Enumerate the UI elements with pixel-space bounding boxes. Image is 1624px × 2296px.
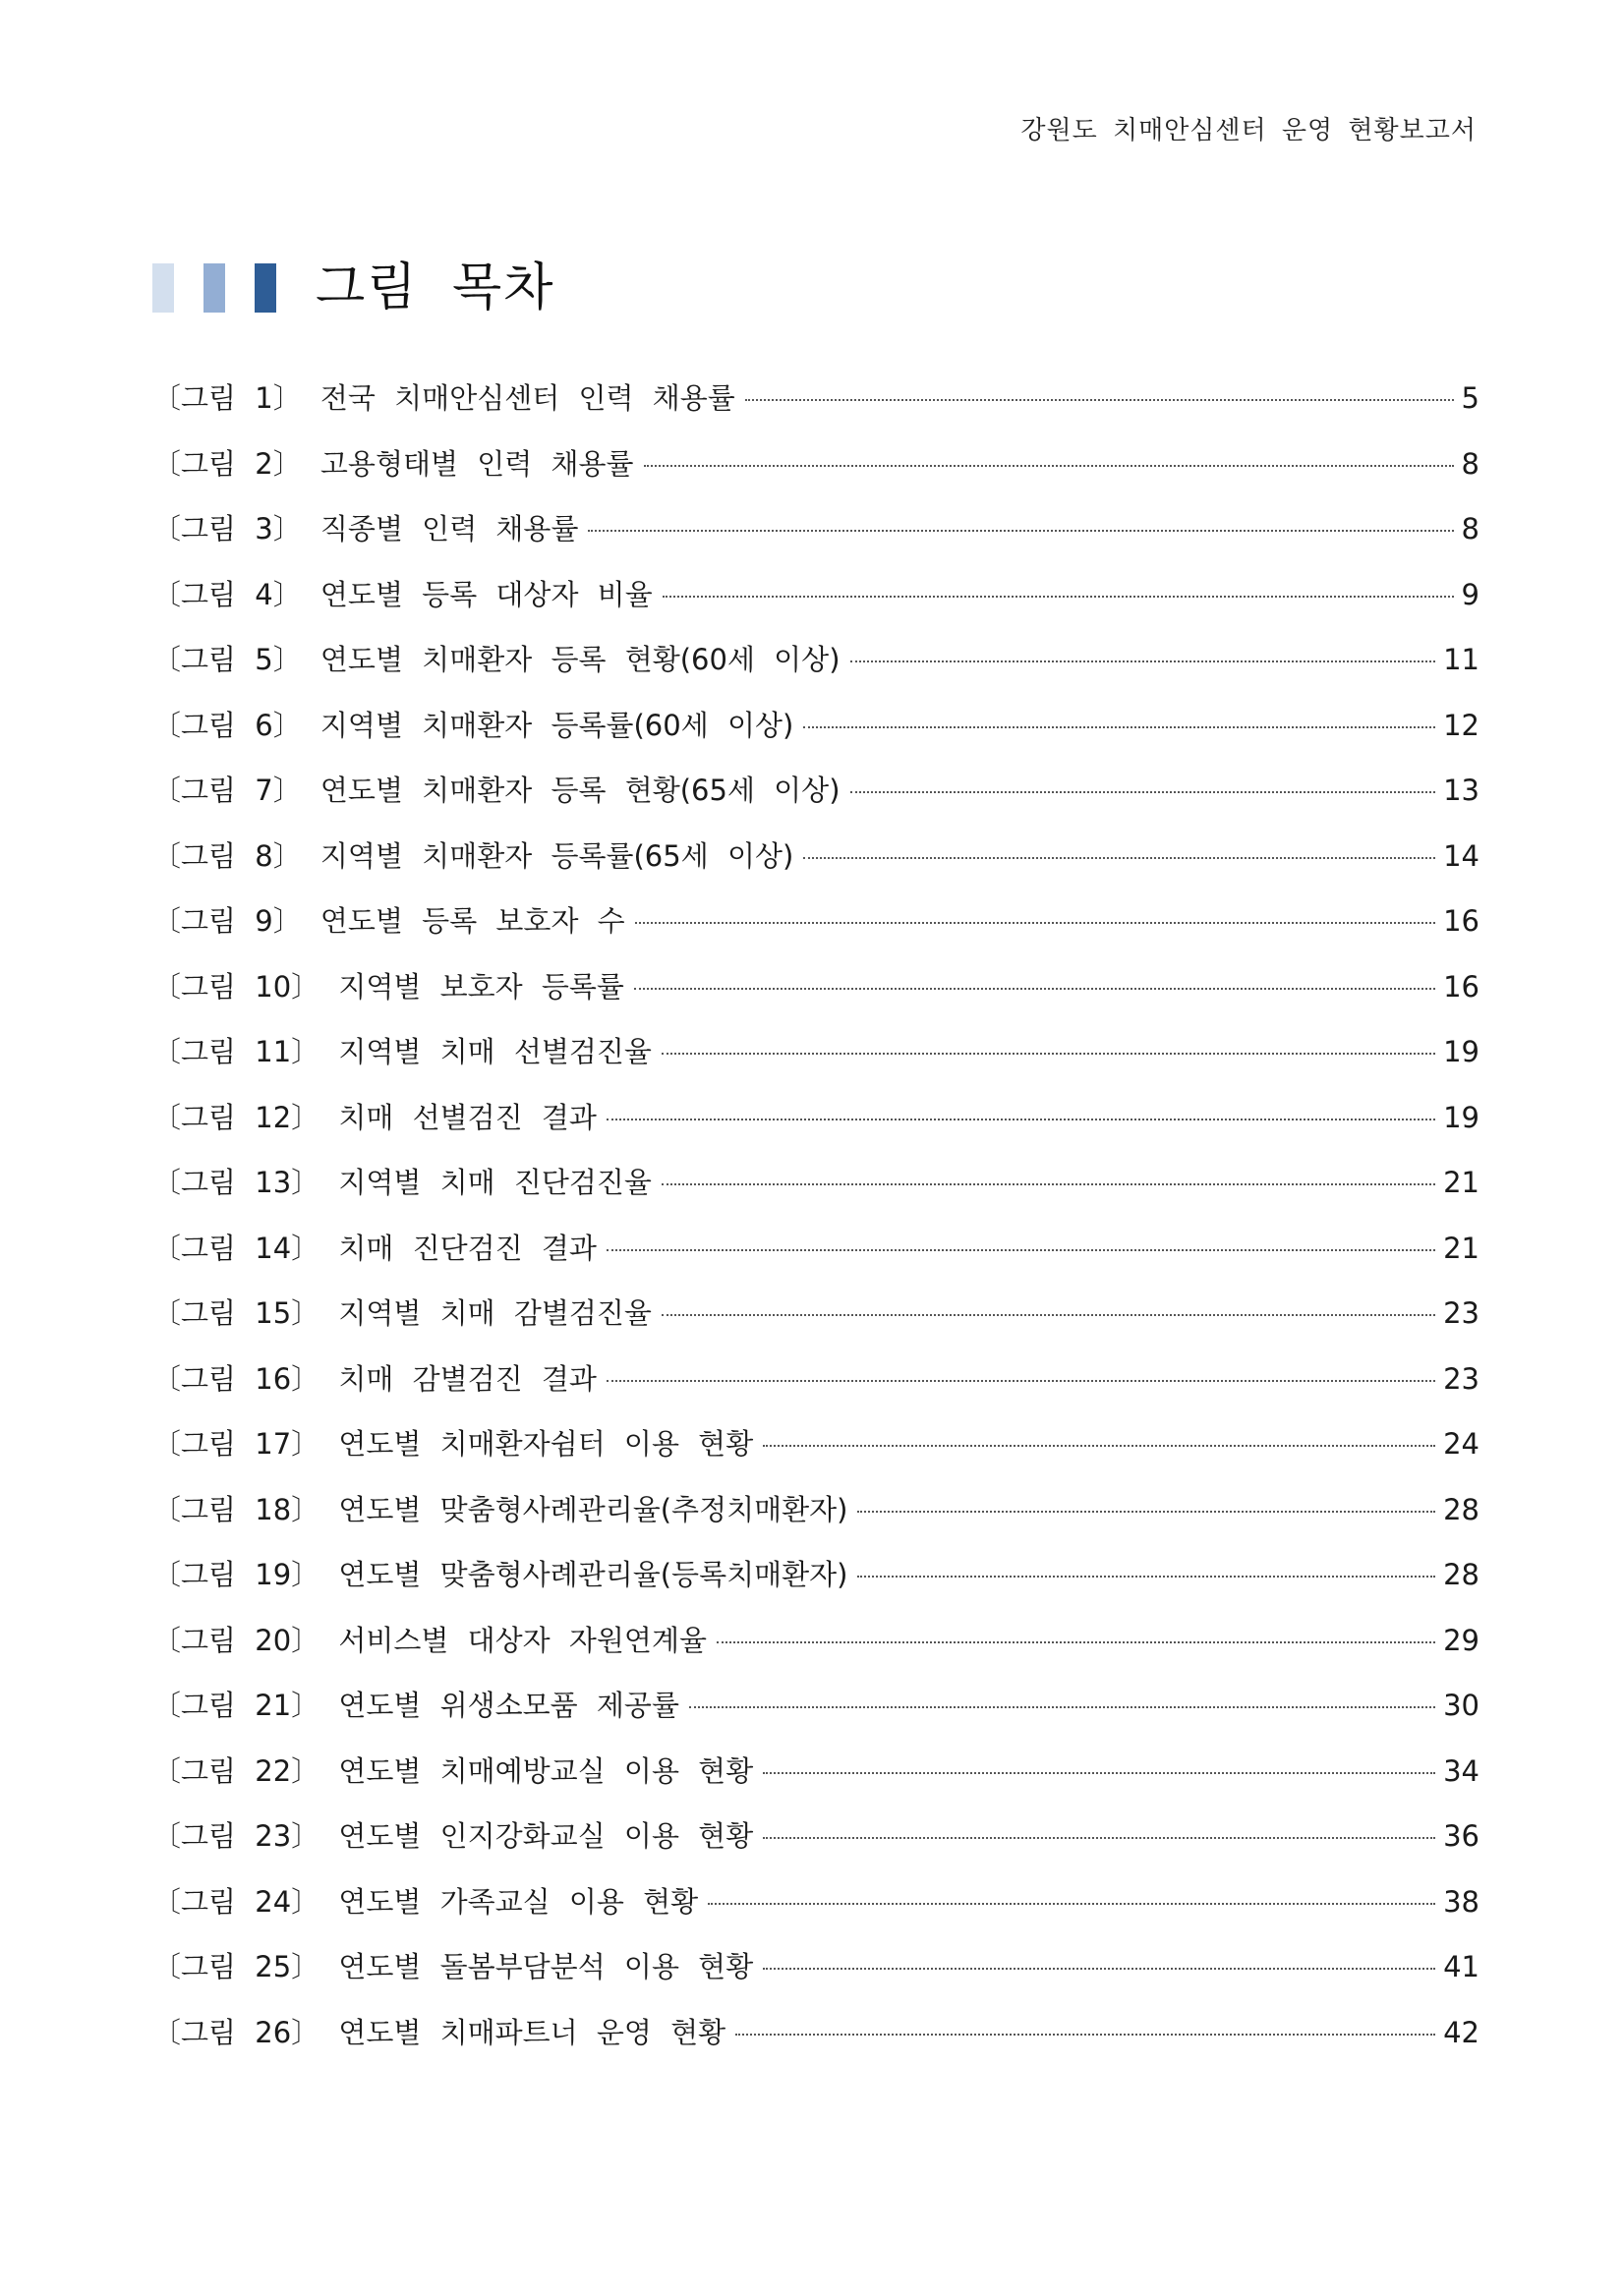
toc-entry-label: 〔그림 18〕 연도별 맞춤형사례관리율(추정치매환자) [152, 1492, 848, 1526]
toc-entry-page-number: 34 [1443, 1753, 1479, 1788]
running-header: 강원도 치매안심센터 운영 현황보고서 [1020, 116, 1477, 145]
dot-leader [607, 1249, 1435, 1251]
toc-entry[interactable] [152, 1411, 1479, 1477]
dot-leader [763, 1772, 1435, 1774]
toc-entry-label: 〔그림 13〕 지역별 치매 진단검진율 [152, 1166, 652, 1199]
toc-entry-label: 〔그림 23〕 연도별 인지강화교실 이용 현황 [152, 1819, 754, 1853]
dot-leader [745, 399, 1454, 401]
toc-entry[interactable] [152, 693, 1479, 759]
toc-entry-page-number: 21 [1443, 1166, 1479, 1199]
toc-entry-page-number: 16 [1443, 969, 1479, 1004]
dot-leader [763, 1968, 1435, 1970]
toc-entry-page-number: 24 [1443, 1427, 1479, 1461]
dot-leader [588, 530, 1453, 532]
dot-leader [607, 1380, 1435, 1382]
toc-entry-page-number: 11 [1443, 643, 1479, 676]
toc-entry-page-number: 38 [1443, 1884, 1479, 1919]
dot-leader [663, 596, 1454, 598]
toc-entry[interactable] [152, 496, 1479, 562]
toc-entry[interactable] [152, 1739, 1479, 1805]
toc-entry[interactable] [152, 824, 1479, 890]
decor-bar-dark [255, 263, 276, 313]
dot-leader [857, 1576, 1435, 1578]
toc-entry[interactable] [152, 1281, 1479, 1347]
toc-entry-page-number: 36 [1443, 1819, 1479, 1853]
toc-entry-label: 〔그림 3〕 직종별 인력 채용률 [152, 512, 579, 545]
dot-leader [763, 1445, 1435, 1447]
toc-entry[interactable] [152, 1542, 1479, 1608]
toc-entry-page-number: 23 [1443, 1296, 1479, 1330]
decor-bar-medium [203, 263, 225, 313]
dot-leader [635, 922, 1435, 924]
toc-entry-label: 〔그림 5〕 연도별 치매환자 등록 현황(60세 이상) [152, 643, 841, 676]
section-heading [152, 254, 554, 322]
toc-entry-page-number: 14 [1443, 838, 1479, 873]
toc-entry[interactable] [152, 889, 1479, 954]
dot-leader [763, 1837, 1435, 1839]
toc-entry-label: 〔그림 25〕 연도별 돌봄부담분석 이용 현황 [152, 1950, 754, 1983]
toc-entry-label: 〔그림 14〕 치매 진단검진 결과 [152, 1231, 597, 1265]
toc-entry-page-number: 23 [1443, 1361, 1479, 1396]
toc-entry-label: 〔그림 21〕 연도별 위생소모품 제공률 [152, 1689, 679, 1722]
toc-entry-page-number: 29 [1443, 1623, 1479, 1657]
toc-entry-page-number: 5 [1461, 381, 1479, 415]
toc-entry-label: 〔그림 12〕 치매 선별검진 결과 [152, 1100, 597, 1134]
dot-leader [803, 726, 1435, 728]
toc-entry-label: 〔그림 20〕 서비스별 대상자 자원연계율 [152, 1623, 707, 1657]
figure-toc-list [152, 366, 1479, 2065]
dot-leader [857, 1511, 1435, 1513]
toc-entry-label: 〔그림 9〕 연도별 등록 보호자 수 [152, 904, 625, 938]
toc-entry-label: 〔그림 17〕 연도별 치매환자쉼터 이용 현황 [152, 1427, 754, 1461]
toc-entry-label: 〔그림 16〕 치매 감별검진 결과 [152, 1361, 597, 1396]
toc-entry-page-number: 41 [1443, 1950, 1479, 1983]
toc-entry-label: 〔그림 6〕 지역별 치매환자 등록률(60세 이상) [152, 708, 794, 742]
dot-leader [803, 857, 1435, 859]
toc-entry[interactable] [152, 1934, 1479, 2000]
toc-entry-page-number: 42 [1443, 2015, 1479, 2049]
dot-leader [689, 1706, 1435, 1708]
toc-entry-label: 〔그림 4〕 연도별 등록 대상자 비율 [152, 577, 653, 611]
toc-entry[interactable] [152, 1085, 1479, 1151]
toc-entry[interactable] [152, 1347, 1479, 1412]
toc-entry-page-number: 12 [1443, 708, 1479, 742]
decor-bar-light [152, 263, 174, 313]
toc-entry[interactable] [152, 431, 1479, 497]
dot-leader [662, 1053, 1435, 1055]
toc-entry-label: 〔그림 2〕 고용형태별 인력 채용률 [152, 446, 634, 481]
toc-entry[interactable] [152, 366, 1479, 431]
toc-entry-label: 〔그림 24〕 연도별 가족교실 이용 현황 [152, 1884, 699, 1919]
toc-entry[interactable] [152, 2000, 1479, 2066]
toc-entry[interactable] [152, 758, 1479, 824]
dot-leader [717, 1641, 1435, 1643]
dot-leader [735, 2034, 1435, 2036]
toc-entry[interactable] [152, 1608, 1479, 1674]
toc-entry-label: 〔그림 26〕 연도별 치매파트너 운영 현황 [152, 2015, 726, 2049]
toc-entry-label: 〔그림 11〕 지역별 치매 선별검진율 [152, 1035, 652, 1068]
toc-entry[interactable] [152, 1216, 1479, 1282]
toc-entry-label: 〔그림 7〕 연도별 치매환자 등록 현황(65세 이상) [152, 774, 841, 807]
toc-entry-page-number: 9 [1461, 577, 1479, 611]
toc-entry-label: 〔그림 15〕 지역별 치매 감별검진율 [152, 1296, 652, 1330]
dot-leader [634, 988, 1435, 990]
toc-entry[interactable] [152, 1869, 1479, 1935]
toc-entry[interactable] [152, 1150, 1479, 1216]
toc-entry[interactable] [152, 1804, 1479, 1869]
dot-leader [662, 1314, 1435, 1316]
toc-entry-page-number: 19 [1443, 1035, 1479, 1068]
toc-entry-label: 〔그림 8〕 지역별 치매환자 등록률(65세 이상) [152, 838, 794, 873]
toc-entry-page-number: 28 [1443, 1558, 1479, 1591]
toc-entry[interactable] [152, 1673, 1479, 1739]
dot-leader [644, 465, 1454, 467]
toc-entry-label: 〔그림 1〕 전국 치매안심센터 인력 채용률 [152, 381, 735, 415]
dot-leader [662, 1183, 1435, 1185]
toc-entry[interactable] [152, 954, 1479, 1020]
toc-entry-page-number: 21 [1443, 1231, 1479, 1265]
toc-entry[interactable] [152, 627, 1479, 693]
toc-entry-page-number: 19 [1443, 1100, 1479, 1134]
dot-leader [850, 791, 1436, 793]
dot-leader [850, 660, 1436, 662]
toc-entry[interactable] [152, 562, 1479, 628]
toc-entry[interactable] [152, 1477, 1479, 1543]
page-title: 그림 목차 [316, 258, 555, 317]
toc-entry-page-number: 16 [1443, 904, 1479, 938]
toc-entry-label: 〔그림 10〕 지역별 보호자 등록률 [152, 969, 624, 1004]
toc-entry-label: 〔그림 22〕 연도별 치매예방교실 이용 현황 [152, 1753, 754, 1788]
toc-entry-page-number: 8 [1461, 512, 1479, 545]
toc-entry-page-number: 30 [1443, 1689, 1479, 1722]
toc-entry[interactable] [152, 1019, 1479, 1085]
toc-entry-page-number: 13 [1443, 774, 1479, 807]
toc-entry-page-number: 28 [1443, 1492, 1479, 1526]
title-decoration [152, 263, 276, 313]
dot-leader [708, 1903, 1435, 1905]
toc-entry-page-number: 8 [1461, 446, 1479, 481]
toc-entry-label: 〔그림 19〕 연도별 맞춤형사례관리율(등록치매환자) [152, 1558, 848, 1591]
dot-leader [607, 1119, 1435, 1120]
